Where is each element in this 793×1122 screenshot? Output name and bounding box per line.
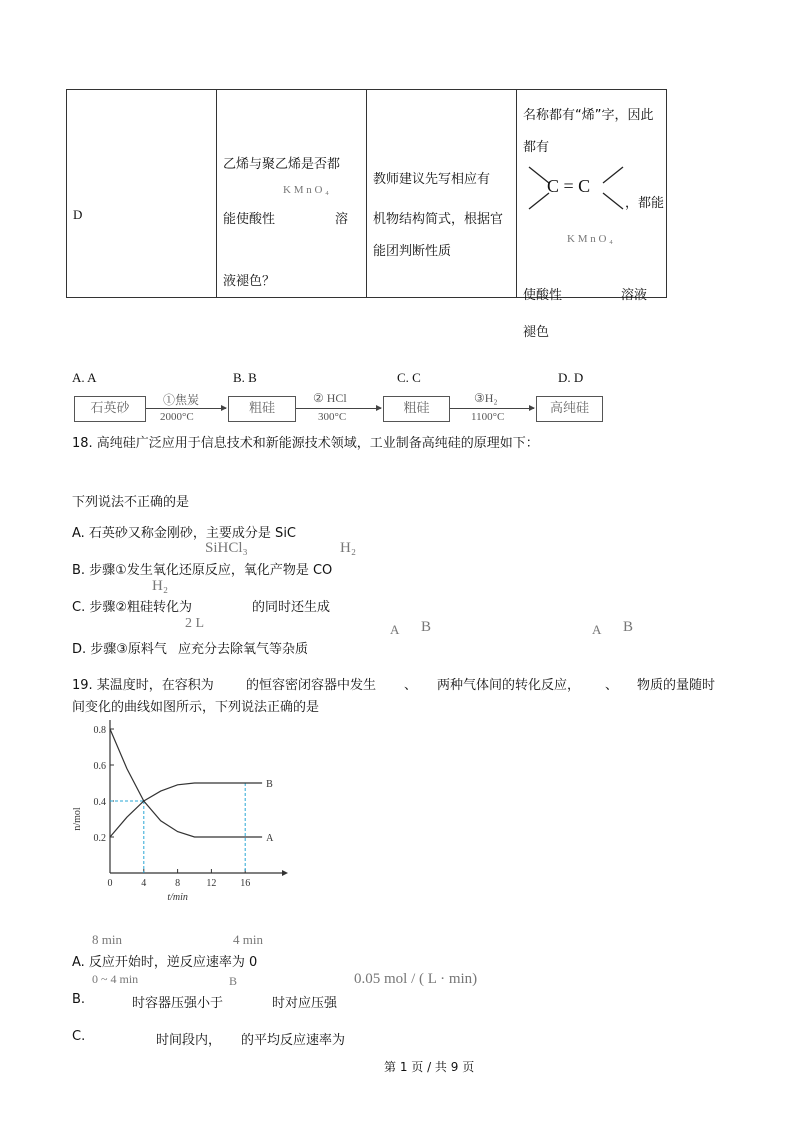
step-reagent: ③H₂: [474, 391, 498, 405]
flow-box: 粗硅: [383, 396, 450, 422]
question-19-stem-line2: 间变化的曲线如图所示，下列说法正确的是: [72, 700, 320, 715]
cell-text: 都有: [523, 140, 550, 155]
option-d[interactable]: D. D: [558, 370, 584, 385]
answer-table: [66, 89, 667, 340]
question-18-prompt: 下列说法不正确的是: [72, 495, 190, 510]
symbol-b: B: [229, 974, 238, 988]
cell-option: [67, 90, 217, 298]
table-row: [67, 90, 667, 298]
option-b[interactable]: B. B: [233, 370, 257, 385]
question-18-stem: 18. 高纯硅广泛应用于信息技术和新能源技术领域，工业制备高纯硅的原理如下：: [72, 436, 539, 451]
symbol-b: B: [421, 619, 432, 635]
x-tick-label: 0: [107, 878, 113, 889]
cell-text: 使酸性: [523, 288, 563, 303]
symbol-a: A: [390, 622, 400, 637]
x-tick-label: 12: [206, 878, 217, 889]
flow-box: 石英砂: [74, 396, 146, 422]
q19-option-c-text: 的平均反应速率为: [241, 1033, 346, 1048]
volume-2l: 2 L: [185, 616, 205, 631]
symbol-a: A: [592, 622, 602, 637]
formula-h2: H₂: [340, 540, 357, 556]
q18-option-c-cont: 的同时还生成: [252, 600, 331, 615]
symbol-b: B: [623, 619, 634, 635]
amount-time-chart: [70, 718, 300, 908]
q19-option-b-text: 时对应压强: [272, 996, 338, 1011]
y-tick-label: 0.2: [93, 833, 106, 844]
option-a[interactable]: A. A: [72, 370, 97, 385]
formula-kmno4: K M n O ₄: [567, 233, 614, 245]
question-19-stem: 、: [404, 678, 418, 693]
q18-option-d[interactable]: D. 步骤③原料气: [72, 642, 167, 657]
x-tick-label: 8: [175, 878, 181, 889]
cell-text: 溶液: [621, 288, 648, 303]
question-19-stem: 的恒容密闭容器中发生: [246, 678, 377, 693]
series-label: B: [266, 779, 273, 790]
q18-option-b[interactable]: B. 步骤①发生氧化还原反应，氧化产物是 CO: [72, 563, 333, 578]
question-19-stem: 物质的量随时: [637, 678, 716, 693]
cell-question: [217, 90, 367, 298]
rate-value: 0.05 mol / ( L · min): [354, 971, 478, 987]
option-c[interactable]: C. C: [397, 370, 421, 385]
arrow-icon: [450, 408, 534, 409]
y-axis-label: n/mol: [72, 807, 83, 831]
cell-text: ，都能: [625, 196, 665, 211]
question-19-stem: 、: [605, 678, 619, 693]
cell-method: [367, 90, 517, 298]
structure-text: C = C: [547, 176, 591, 196]
cell-answer: [517, 90, 667, 340]
q19-option-b-text: 时容器压强小于: [132, 996, 224, 1011]
step-reagent: ①焦炭: [163, 393, 200, 407]
y-tick-label: 0.8: [93, 725, 106, 736]
q18-option-d-cont: 应充分去除氧气等杂质: [178, 642, 309, 657]
x-tick-label: 16: [240, 878, 251, 889]
question-19-stem: 19. 某温度时，在容积为: [72, 678, 214, 693]
x-axis-label: t/min: [167, 892, 188, 903]
cell-text: 机物结构简式，根据官: [373, 212, 504, 227]
series-b-line: [110, 783, 262, 837]
page-footer: 第 1 页 / 共 9 页: [384, 1060, 475, 1074]
q18-option-c[interactable]: C. 步骤②粗硅转化为: [72, 600, 192, 615]
question-19-stem: 两种气体间的转化反应，: [437, 678, 581, 693]
q19-option-c-text: 时间段内，: [156, 1033, 222, 1048]
time-4min: 4 min: [233, 932, 263, 947]
formula-h2: H₂: [152, 578, 169, 594]
cell-text: 褪色: [523, 325, 550, 340]
step-condition: 1100°C: [471, 411, 505, 423]
formula-sihcl3: SiHCl₃: [205, 540, 248, 556]
x-tick-label: 4: [141, 878, 147, 889]
flow-box: 粗硅: [228, 396, 296, 422]
series-label: A: [266, 833, 274, 844]
q19-option-c[interactable]: C.: [72, 1029, 86, 1044]
step-reagent: ② HCl: [313, 391, 347, 405]
time-8min: 8 min: [92, 932, 122, 947]
arrow-icon: [296, 408, 381, 409]
cell-text: 液褪色？: [223, 274, 276, 289]
step-condition: 2000°C: [160, 411, 194, 423]
cell-text: 能团判断性质: [373, 244, 452, 259]
arrow-icon: [146, 408, 226, 409]
y-tick-label: 0.4: [93, 797, 106, 808]
q18-option-a[interactable]: A. 石英砂又称金刚砂，主要成分是 SiC: [72, 526, 297, 541]
q19-option-a[interactable]: A. 反应开始时，逆反应速率为 0: [72, 955, 258, 970]
y-tick-label: 0.6: [93, 761, 106, 772]
flow-box: 高纯硅: [536, 396, 603, 422]
cell-text: 能使酸性: [223, 212, 276, 227]
formula-kmno4: K M n O ₄: [283, 184, 330, 196]
option-label: D: [73, 207, 83, 222]
x-axis-arrow-icon: [282, 870, 288, 876]
cell-text: 名称都有“烯”字，因此: [523, 108, 654, 123]
step-condition: 300°C: [318, 411, 347, 423]
cell-text: 溶: [335, 212, 349, 227]
cell-text: 乙烯与聚乙烯是否都: [223, 157, 341, 172]
cell-text: 教师建议先写相应有: [373, 172, 491, 187]
time-range: 0 ~ 4 min: [92, 972, 139, 986]
q19-option-b[interactable]: B.: [72, 992, 86, 1007]
